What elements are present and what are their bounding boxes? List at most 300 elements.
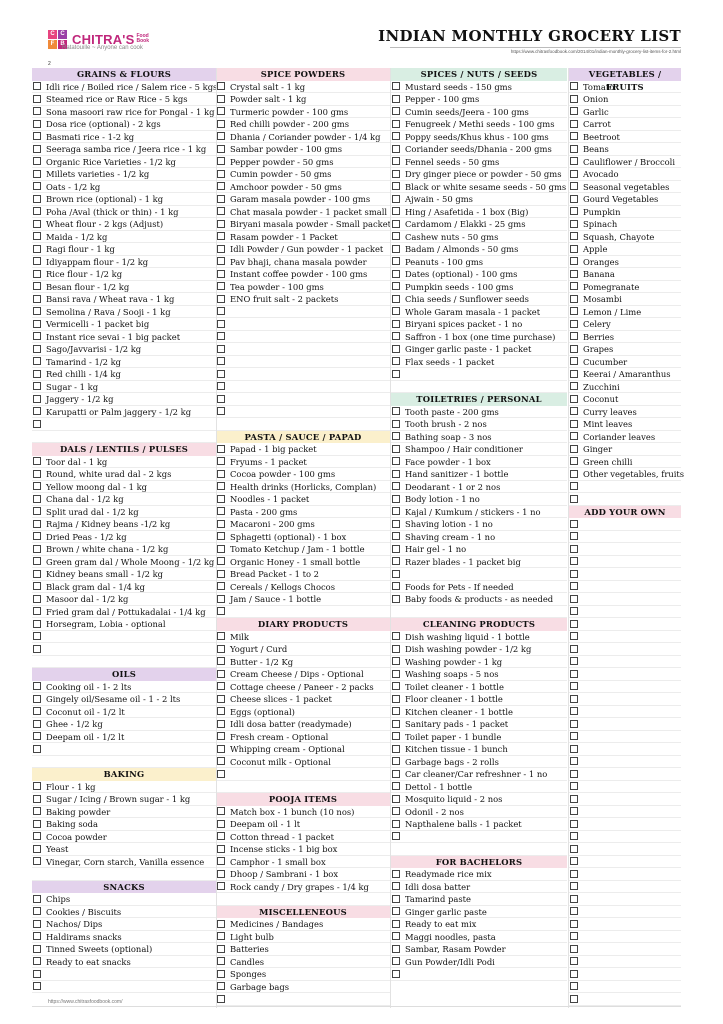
checklist-item[interactable] bbox=[569, 306, 681, 319]
checkbox-icon[interactable] bbox=[392, 920, 400, 928]
checklist-item[interactable] bbox=[216, 368, 390, 381]
checklist-item[interactable] bbox=[569, 318, 681, 331]
checklist-item[interactable] bbox=[569, 868, 681, 881]
checkbox-icon[interactable] bbox=[570, 345, 578, 353]
checkbox-icon[interactable] bbox=[570, 120, 578, 128]
checkbox-icon[interactable] bbox=[570, 757, 578, 765]
checklist-item[interactable] bbox=[391, 156, 567, 169]
checkbox-icon[interactable] bbox=[33, 782, 41, 790]
checkbox-icon[interactable] bbox=[33, 495, 41, 503]
checkbox-icon[interactable] bbox=[392, 832, 400, 840]
checkbox-icon[interactable] bbox=[217, 532, 225, 540]
checkbox-icon[interactable] bbox=[570, 895, 578, 903]
checklist-item[interactable] bbox=[32, 831, 216, 844]
checklist-item[interactable] bbox=[391, 293, 567, 306]
checkbox-icon[interactable] bbox=[392, 357, 400, 365]
checkbox-icon[interactable] bbox=[570, 132, 578, 140]
checklist-item[interactable] bbox=[569, 281, 681, 294]
checkbox-icon[interactable] bbox=[570, 645, 578, 653]
checklist-item[interactable] bbox=[569, 243, 681, 256]
checklist-item[interactable] bbox=[569, 893, 681, 906]
checkbox-icon[interactable] bbox=[217, 957, 225, 965]
checklist-item[interactable] bbox=[569, 806, 681, 819]
checkbox-icon[interactable] bbox=[217, 607, 225, 615]
checklist-item[interactable] bbox=[32, 581, 216, 594]
checkbox-icon[interactable] bbox=[392, 807, 400, 815]
checkbox-icon[interactable] bbox=[217, 982, 225, 990]
checkbox-icon[interactable] bbox=[217, 520, 225, 528]
checklist-item[interactable] bbox=[569, 393, 681, 406]
checklist-item[interactable] bbox=[32, 193, 216, 206]
checklist-item[interactable] bbox=[32, 356, 216, 369]
checkbox-icon[interactable] bbox=[392, 970, 400, 978]
checklist-item[interactable] bbox=[391, 531, 567, 544]
checklist-item[interactable] bbox=[32, 268, 216, 281]
checkbox-icon[interactable] bbox=[570, 145, 578, 153]
checklist-item[interactable] bbox=[569, 143, 681, 156]
checkbox-icon[interactable] bbox=[570, 807, 578, 815]
checklist-item[interactable] bbox=[391, 743, 567, 756]
checkbox-icon[interactable] bbox=[33, 470, 41, 478]
checkbox-icon[interactable] bbox=[217, 145, 225, 153]
checklist-item[interactable] bbox=[569, 543, 681, 556]
checkbox-icon[interactable] bbox=[392, 157, 400, 165]
checkbox-icon[interactable] bbox=[392, 170, 400, 178]
checkbox-icon[interactable] bbox=[570, 370, 578, 378]
checklist-item[interactable] bbox=[216, 456, 390, 469]
checkbox-icon[interactable] bbox=[217, 495, 225, 503]
checkbox-icon[interactable] bbox=[33, 482, 41, 490]
checklist-item[interactable] bbox=[32, 81, 216, 94]
checklist-item[interactable] bbox=[32, 781, 216, 794]
checklist-item[interactable] bbox=[32, 731, 216, 744]
checklist-item[interactable] bbox=[216, 706, 390, 719]
checklist-item[interactable] bbox=[391, 468, 567, 481]
checklist-item[interactable] bbox=[391, 556, 567, 569]
checklist-item[interactable] bbox=[216, 168, 390, 181]
checklist-item[interactable] bbox=[391, 343, 567, 356]
checklist-item[interactable] bbox=[216, 931, 390, 944]
checkbox-icon[interactable] bbox=[217, 282, 225, 290]
checkbox-icon[interactable] bbox=[570, 407, 578, 415]
checklist-item[interactable] bbox=[391, 506, 567, 519]
checkbox-icon[interactable] bbox=[570, 770, 578, 778]
checkbox-icon[interactable] bbox=[392, 957, 400, 965]
checklist-item[interactable] bbox=[569, 618, 681, 631]
checklist-item[interactable] bbox=[569, 106, 681, 119]
checkbox-icon[interactable] bbox=[33, 270, 41, 278]
checkbox-icon[interactable] bbox=[392, 220, 400, 228]
checklist-item[interactable] bbox=[569, 206, 681, 219]
checklist-item[interactable] bbox=[216, 581, 390, 594]
checkbox-icon[interactable] bbox=[33, 745, 41, 753]
checklist-item[interactable] bbox=[569, 631, 681, 644]
checkbox-icon[interactable] bbox=[392, 770, 400, 778]
checkbox-icon[interactable] bbox=[392, 745, 400, 753]
checklist-item[interactable] bbox=[32, 681, 216, 694]
checklist-item[interactable] bbox=[32, 981, 216, 994]
checkbox-icon[interactable] bbox=[217, 582, 225, 590]
checklist-item[interactable] bbox=[216, 118, 390, 131]
checklist-item[interactable] bbox=[569, 81, 681, 94]
checkbox-icon[interactable] bbox=[392, 207, 400, 215]
checkbox-icon[interactable] bbox=[392, 132, 400, 140]
checkbox-icon[interactable] bbox=[217, 95, 225, 103]
checkbox-icon[interactable] bbox=[33, 595, 41, 603]
checkbox-icon[interactable] bbox=[392, 782, 400, 790]
checkbox-icon[interactable] bbox=[217, 482, 225, 490]
checkbox-icon[interactable] bbox=[217, 832, 225, 840]
checklist-item[interactable] bbox=[569, 468, 685, 481]
checkbox-icon[interactable] bbox=[570, 732, 578, 740]
checkbox-icon[interactable] bbox=[570, 395, 578, 403]
checklist-item[interactable] bbox=[391, 81, 567, 94]
checklist-item[interactable] bbox=[391, 406, 567, 419]
checklist-item[interactable] bbox=[391, 118, 567, 131]
checklist-item[interactable] bbox=[32, 643, 216, 656]
checklist-item[interactable] bbox=[32, 918, 216, 931]
checkbox-icon[interactable] bbox=[217, 695, 225, 703]
checkbox-icon[interactable] bbox=[217, 882, 225, 890]
checklist-item[interactable] bbox=[391, 418, 567, 431]
checkbox-icon[interactable] bbox=[33, 645, 41, 653]
checklist-item[interactable] bbox=[569, 231, 681, 244]
checkbox-icon[interactable] bbox=[570, 845, 578, 853]
checkbox-icon[interactable] bbox=[217, 382, 225, 390]
checkbox-icon[interactable] bbox=[570, 495, 578, 503]
checklist-item[interactable] bbox=[569, 168, 681, 181]
checkbox-icon[interactable] bbox=[217, 445, 225, 453]
checkbox-icon[interactable] bbox=[217, 920, 225, 928]
checkbox-icon[interactable] bbox=[570, 270, 578, 278]
checklist-item[interactable] bbox=[391, 256, 567, 269]
checklist-item[interactable] bbox=[216, 956, 390, 969]
checkbox-icon[interactable] bbox=[33, 607, 41, 615]
checkbox-icon[interactable] bbox=[570, 957, 578, 965]
checklist-item[interactable] bbox=[569, 118, 681, 131]
checkbox-icon[interactable] bbox=[33, 157, 41, 165]
checklist-item[interactable] bbox=[32, 318, 216, 331]
checkbox-icon[interactable] bbox=[33, 320, 41, 328]
checkbox-icon[interactable] bbox=[570, 220, 578, 228]
checkbox-icon[interactable] bbox=[392, 507, 400, 515]
checklist-item[interactable] bbox=[216, 318, 390, 331]
checklist-item[interactable] bbox=[32, 593, 216, 606]
checklist-item[interactable] bbox=[569, 406, 681, 419]
checkbox-icon[interactable] bbox=[33, 132, 41, 140]
checkbox-icon[interactable] bbox=[33, 407, 41, 415]
checkbox-icon[interactable] bbox=[33, 282, 41, 290]
checkbox-icon[interactable] bbox=[570, 245, 578, 253]
checkbox-icon[interactable] bbox=[570, 207, 578, 215]
checklist-item[interactable] bbox=[216, 381, 390, 394]
checklist-item[interactable] bbox=[569, 368, 681, 381]
checkbox-icon[interactable] bbox=[33, 732, 41, 740]
checklist-item[interactable] bbox=[391, 718, 567, 731]
checklist-item[interactable] bbox=[391, 318, 567, 331]
checklist-item[interactable] bbox=[569, 443, 681, 456]
checkbox-icon[interactable] bbox=[217, 207, 225, 215]
checkbox-icon[interactable] bbox=[570, 607, 578, 615]
checklist-item[interactable] bbox=[569, 493, 681, 506]
checklist-item[interactable] bbox=[391, 443, 567, 456]
checkbox-icon[interactable] bbox=[570, 282, 578, 290]
checklist-item[interactable] bbox=[216, 156, 390, 169]
checkbox-icon[interactable] bbox=[217, 807, 225, 815]
checkbox-icon[interactable] bbox=[217, 170, 225, 178]
checklist-item[interactable] bbox=[569, 981, 681, 994]
checkbox-icon[interactable] bbox=[33, 295, 41, 303]
checkbox-icon[interactable] bbox=[570, 182, 578, 190]
checkbox-icon[interactable] bbox=[33, 545, 41, 553]
checklist-item[interactable] bbox=[32, 106, 216, 119]
checkbox-icon[interactable] bbox=[570, 820, 578, 828]
checklist-item[interactable] bbox=[391, 93, 567, 106]
checkbox-icon[interactable] bbox=[570, 620, 578, 628]
checklist-item[interactable] bbox=[216, 243, 390, 256]
checklist-item[interactable] bbox=[569, 131, 681, 144]
checklist-item[interactable] bbox=[32, 531, 216, 544]
checkbox-icon[interactable] bbox=[570, 157, 578, 165]
checklist-item[interactable] bbox=[32, 606, 216, 619]
checkbox-icon[interactable] bbox=[570, 570, 578, 578]
checkbox-icon[interactable] bbox=[33, 207, 41, 215]
checklist-item[interactable] bbox=[32, 131, 216, 144]
checkbox-icon[interactable] bbox=[392, 257, 400, 265]
checklist-item[interactable] bbox=[569, 793, 681, 806]
checkbox-icon[interactable] bbox=[570, 107, 578, 115]
checklist-item[interactable] bbox=[216, 656, 390, 669]
checkbox-icon[interactable] bbox=[217, 232, 225, 240]
checkbox-icon[interactable] bbox=[33, 332, 41, 340]
checklist-item[interactable] bbox=[569, 418, 681, 431]
checkbox-icon[interactable] bbox=[217, 770, 225, 778]
checkbox-icon[interactable] bbox=[570, 382, 578, 390]
checklist-item[interactable] bbox=[569, 931, 681, 944]
checkbox-icon[interactable] bbox=[33, 395, 41, 403]
checklist-item[interactable] bbox=[32, 793, 216, 806]
checklist-item[interactable] bbox=[569, 581, 681, 594]
checkbox-icon[interactable] bbox=[217, 670, 225, 678]
checkbox-icon[interactable] bbox=[33, 820, 41, 828]
checklist-item[interactable] bbox=[216, 406, 390, 419]
checklist-item[interactable] bbox=[391, 518, 567, 531]
checklist-item[interactable] bbox=[216, 556, 390, 569]
checkbox-icon[interactable] bbox=[392, 795, 400, 803]
checklist-item[interactable] bbox=[32, 893, 216, 906]
checkbox-icon[interactable] bbox=[217, 820, 225, 828]
checklist-item[interactable] bbox=[569, 293, 681, 306]
checklist-item[interactable] bbox=[216, 81, 390, 94]
checklist-item[interactable] bbox=[569, 331, 681, 344]
checklist-item[interactable] bbox=[32, 293, 216, 306]
checklist-item[interactable] bbox=[391, 918, 567, 931]
checkbox-icon[interactable] bbox=[217, 557, 225, 565]
checkbox-icon[interactable] bbox=[33, 695, 41, 703]
checkbox-icon[interactable] bbox=[33, 632, 41, 640]
checkbox-icon[interactable] bbox=[217, 845, 225, 853]
checkbox-icon[interactable] bbox=[392, 445, 400, 453]
checklist-item[interactable] bbox=[216, 756, 390, 769]
checklist-item[interactable] bbox=[569, 743, 681, 756]
checkbox-icon[interactable] bbox=[392, 595, 400, 603]
checklist-item[interactable] bbox=[216, 568, 390, 581]
checklist-item[interactable] bbox=[32, 468, 216, 481]
checklist-item[interactable] bbox=[216, 543, 390, 556]
checklist-item[interactable] bbox=[391, 231, 567, 244]
checklist-item[interactable] bbox=[569, 643, 681, 656]
checkbox-icon[interactable] bbox=[33, 982, 41, 990]
checklist-item[interactable] bbox=[32, 218, 216, 231]
checklist-item[interactable] bbox=[216, 231, 390, 244]
checklist-item[interactable] bbox=[569, 518, 681, 531]
checklist-item[interactable] bbox=[32, 818, 216, 831]
checklist-item[interactable] bbox=[32, 693, 216, 706]
checklist-item[interactable] bbox=[216, 968, 390, 981]
checkbox-icon[interactable] bbox=[217, 132, 225, 140]
checklist-item[interactable] bbox=[216, 393, 390, 406]
checklist-item[interactable] bbox=[569, 531, 681, 544]
checkbox-icon[interactable] bbox=[570, 357, 578, 365]
checkbox-icon[interactable] bbox=[217, 857, 225, 865]
checkbox-icon[interactable] bbox=[217, 220, 225, 228]
checklist-item[interactable] bbox=[32, 256, 216, 269]
checkbox-icon[interactable] bbox=[570, 95, 578, 103]
checklist-item[interactable] bbox=[569, 818, 681, 831]
checkbox-icon[interactable] bbox=[570, 945, 578, 953]
checkbox-icon[interactable] bbox=[392, 570, 400, 578]
checkbox-icon[interactable] bbox=[33, 307, 41, 315]
checklist-item[interactable] bbox=[216, 181, 390, 194]
checklist-item[interactable] bbox=[216, 506, 390, 519]
checkbox-icon[interactable] bbox=[570, 482, 578, 490]
checkbox-icon[interactable] bbox=[33, 232, 41, 240]
checkbox-icon[interactable] bbox=[570, 420, 578, 428]
checkbox-icon[interactable] bbox=[392, 557, 400, 565]
checkbox-icon[interactable] bbox=[570, 632, 578, 640]
checkbox-icon[interactable] bbox=[392, 420, 400, 428]
checklist-item[interactable] bbox=[569, 693, 681, 706]
checklist-item[interactable] bbox=[569, 381, 681, 394]
checklist-item[interactable] bbox=[391, 706, 567, 719]
checklist-item[interactable] bbox=[216, 593, 390, 606]
checklist-item[interactable] bbox=[569, 706, 681, 719]
checkbox-icon[interactable] bbox=[392, 145, 400, 153]
checkbox-icon[interactable] bbox=[33, 520, 41, 528]
checklist-item[interactable] bbox=[391, 681, 567, 694]
checkbox-icon[interactable] bbox=[392, 720, 400, 728]
checkbox-icon[interactable] bbox=[570, 682, 578, 690]
checklist-item[interactable] bbox=[216, 881, 390, 894]
checklist-item[interactable] bbox=[569, 556, 681, 569]
checkbox-icon[interactable] bbox=[33, 720, 41, 728]
checklist-item[interactable] bbox=[569, 268, 681, 281]
checkbox-icon[interactable] bbox=[570, 920, 578, 928]
checklist-item[interactable] bbox=[32, 281, 216, 294]
checkbox-icon[interactable] bbox=[217, 645, 225, 653]
checklist-item[interactable] bbox=[391, 543, 567, 556]
checkbox-icon[interactable] bbox=[33, 832, 41, 840]
checklist-item[interactable] bbox=[216, 468, 390, 481]
checklist-item[interactable] bbox=[391, 756, 567, 769]
checklist-item[interactable] bbox=[391, 881, 567, 894]
checklist-item[interactable] bbox=[216, 218, 390, 231]
checklist-item[interactable] bbox=[216, 143, 390, 156]
checkbox-icon[interactable] bbox=[392, 520, 400, 528]
checklist-item[interactable] bbox=[391, 768, 567, 781]
checklist-item[interactable] bbox=[216, 768, 390, 781]
checkbox-icon[interactable] bbox=[33, 107, 41, 115]
checkbox-icon[interactable] bbox=[217, 870, 225, 878]
checkbox-icon[interactable] bbox=[392, 82, 400, 90]
checkbox-icon[interactable] bbox=[217, 182, 225, 190]
checkbox-icon[interactable] bbox=[33, 920, 41, 928]
checkbox-icon[interactable] bbox=[570, 982, 578, 990]
checkbox-icon[interactable] bbox=[392, 107, 400, 115]
checkbox-icon[interactable] bbox=[392, 695, 400, 703]
checklist-item[interactable] bbox=[391, 568, 567, 581]
checklist-item[interactable] bbox=[216, 343, 390, 356]
checkbox-icon[interactable] bbox=[33, 245, 41, 253]
checklist-item[interactable] bbox=[216, 668, 390, 681]
checkbox-icon[interactable] bbox=[570, 657, 578, 665]
checkbox-icon[interactable] bbox=[570, 457, 578, 465]
checkbox-icon[interactable] bbox=[392, 482, 400, 490]
checklist-item[interactable] bbox=[216, 106, 390, 119]
checklist-item[interactable] bbox=[216, 268, 390, 281]
checkbox-icon[interactable] bbox=[570, 545, 578, 553]
checklist-item[interactable] bbox=[391, 693, 567, 706]
checkbox-icon[interactable] bbox=[392, 457, 400, 465]
checklist-item[interactable] bbox=[569, 456, 681, 469]
checkbox-icon[interactable] bbox=[392, 945, 400, 953]
checklist-item[interactable] bbox=[569, 943, 681, 956]
checklist-item[interactable] bbox=[216, 981, 390, 994]
checkbox-icon[interactable] bbox=[570, 82, 578, 90]
checkbox-icon[interactable] bbox=[33, 220, 41, 228]
checklist-item[interactable] bbox=[569, 156, 681, 169]
checklist-item[interactable] bbox=[569, 606, 681, 619]
checkbox-icon[interactable] bbox=[217, 332, 225, 340]
checkbox-icon[interactable] bbox=[33, 507, 41, 515]
checklist-item[interactable] bbox=[391, 806, 567, 819]
checklist-item[interactable] bbox=[32, 631, 216, 644]
checklist-item[interactable] bbox=[391, 968, 567, 981]
checklist-item[interactable] bbox=[391, 481, 567, 494]
checklist-item[interactable] bbox=[32, 968, 216, 981]
checkbox-icon[interactable] bbox=[570, 170, 578, 178]
checklist-item[interactable] bbox=[32, 706, 216, 719]
checkbox-icon[interactable] bbox=[217, 157, 225, 165]
checklist-item[interactable] bbox=[32, 368, 216, 381]
checklist-item[interactable] bbox=[391, 656, 567, 669]
checklist-item[interactable] bbox=[391, 956, 567, 969]
checkbox-icon[interactable] bbox=[570, 520, 578, 528]
checkbox-icon[interactable] bbox=[217, 570, 225, 578]
checkbox-icon[interactable] bbox=[217, 270, 225, 278]
checkbox-icon[interactable] bbox=[392, 307, 400, 315]
checkbox-icon[interactable] bbox=[392, 757, 400, 765]
checklist-item[interactable] bbox=[216, 943, 390, 956]
checkbox-icon[interactable] bbox=[570, 707, 578, 715]
checklist-item[interactable] bbox=[32, 718, 216, 731]
checklist-item[interactable] bbox=[32, 518, 216, 531]
checklist-item[interactable] bbox=[391, 931, 567, 944]
checklist-item[interactable] bbox=[569, 193, 681, 206]
checkbox-icon[interactable] bbox=[392, 245, 400, 253]
checklist-item[interactable] bbox=[569, 568, 681, 581]
checklist-item[interactable] bbox=[32, 743, 216, 756]
